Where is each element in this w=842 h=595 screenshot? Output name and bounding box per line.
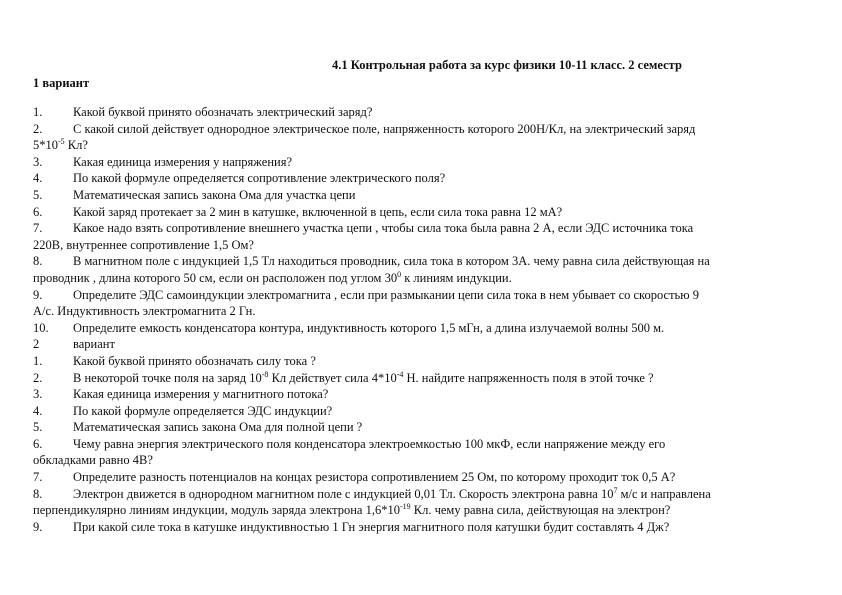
question-text: Определите разность потенциалов на концах резистора сопротивлением 25 Ом, по которому проходит ток 0,5 А? (73, 470, 676, 485)
question-text: Кл действует сила 4*10 (268, 370, 397, 385)
question-number: 8. (33, 486, 43, 501)
question-item (33, 220, 815, 237)
question-number: 7. (33, 470, 43, 485)
question-text: В магнитном поле с индукцией 1,5 Тл находиться проводник, сила тока в котором 3А. чему равна сила действующая на (73, 254, 710, 269)
question-number: 4. (33, 403, 43, 418)
question-text: Н. найдите напряженность поля в этой точке ? (403, 370, 654, 385)
superscript: 0 (397, 269, 402, 279)
question-item (33, 187, 815, 204)
question-text: Какая единица измерения у магнитного потока? (73, 387, 329, 402)
question-number: 1. (33, 105, 43, 119)
question-text: Какой буквой принято обозначать силу тока ? (73, 353, 316, 368)
question-item (33, 320, 815, 337)
question-text: м/с и направлена (617, 486, 711, 501)
superscript: -19 (399, 502, 411, 512)
question-text: Чему равна энергия электрического поля конденсатора электроемкостью 100 мкФ, если напряжение между его (73, 436, 666, 451)
question-item (33, 204, 815, 221)
superscript: -8 (261, 369, 269, 379)
question-text: По какой формуле определяется ЭДС индукции? (73, 403, 333, 418)
question-text: Электрон движется в однородном магнитном поле с индукцией 0,01 Тл. Скорость электрона равна 10 (73, 486, 614, 501)
variant-2-label: вариант (73, 337, 115, 352)
question-number: 5. (33, 420, 43, 435)
question-item (33, 403, 815, 420)
question-item (33, 370, 815, 387)
question-number: 9. (33, 287, 43, 302)
question-number: 1. (33, 353, 43, 368)
question-item (33, 436, 815, 453)
question-number: 7. (33, 221, 43, 236)
page-title: 4.1 Контрольная работа за курс физики 10-11 класс. 2 семестр (332, 58, 682, 72)
superscript: -4 (396, 369, 404, 379)
question-number: 8. (33, 254, 43, 269)
question-text-group (73, 370, 815, 387)
question-item (33, 154, 815, 171)
question-item (33, 519, 815, 536)
question-text: проводник , длина которого 50 см, если он расположен под углом 30 (33, 270, 398, 285)
question-item (33, 170, 815, 187)
question-number: 2. (33, 121, 43, 136)
question-number: 5. (33, 187, 43, 202)
question-text: Математическая запись закона Ома для полной цепи ? (73, 420, 363, 435)
variant-2-number: 2 (33, 337, 40, 352)
variant-1-heading: 1 вариант (33, 76, 90, 90)
question-continuation: А/с. Индуктивность электромагнита 2 Гн. (33, 304, 256, 319)
question-item (33, 469, 815, 486)
question-list (33, 104, 815, 535)
question-continuation: 220В, внутреннее сопротивление 1,5 Ом? (33, 237, 254, 252)
question-text: Определите емкость конденсатора контура, индуктивность которого 1,5 мГн, а длина излучаемой волны 500 м. (73, 320, 665, 335)
question-number: 10. (33, 320, 49, 335)
question-item (33, 353, 815, 370)
variant-2-heading (33, 336, 815, 353)
question-continuation (33, 270, 815, 287)
question-item (33, 486, 815, 503)
question-item (33, 287, 815, 304)
question-continuation: обкладками равно 4В? (33, 453, 153, 468)
question-item (33, 253, 815, 270)
question-text: Определите ЭДС самоиндукции электромагнита , если при размыкании цепи сила тока в нем убывает со скоростью 9 (73, 287, 699, 302)
question-text: Какая единица измерения у напряжения? (73, 154, 292, 169)
question-text: С какой силой действует однородное электрическое поле, напряженность которого 200Н/Кл, на электрический заряд (73, 121, 696, 136)
question-item (33, 419, 815, 436)
question-number: 9. (33, 519, 43, 534)
question-text: перпендикулярно линиям индукции, модуль заряда электрона 1,6*10 (33, 503, 400, 518)
superscript: -5 (58, 137, 65, 147)
question-text: к линиям индукции. (401, 270, 512, 285)
question-text: Кл. чему равна сила, действующая на электрон? (410, 503, 671, 518)
question-number: 4. (33, 171, 43, 186)
question-number: 2. (33, 370, 43, 385)
question-continuation (33, 502, 815, 519)
question-text: Математическая запись закона Ома для участка цепи (73, 187, 356, 202)
question-text: Кл? (64, 138, 88, 153)
question-text: По какой формуле определяется сопротивление электрического поля? (73, 171, 446, 186)
question-item (33, 386, 815, 403)
question-number: 3. (33, 387, 43, 402)
superscript: 7 (613, 485, 618, 495)
question-item (33, 121, 815, 138)
question-number: 6. (33, 436, 43, 451)
question-text: В некоторой точке поля на заряд 10 (73, 370, 262, 385)
question-number: 3. (33, 154, 43, 169)
question-text-group (73, 486, 815, 503)
question-continuation (33, 137, 815, 154)
question-text: 5*10 (33, 138, 58, 153)
question-text: Какой буквой принято обозначать электрический заряд? (73, 105, 373, 119)
question-text: Какое надо взять сопротивление внешнего участка цепи , чтобы сила тока была равна 2 А, если ЭДС источника тока (73, 221, 694, 236)
question-text: При какой силе тока в катушке индуктивностью 1 Гн энергия магнитного поля катушки будит составлять 4 Дж? (73, 519, 670, 534)
question-item (33, 104, 815, 121)
question-text: Какой заряд протекает за 2 мин в катушке, включенной в цепь, если сила тока равна 12 мА? (73, 204, 563, 219)
question-number: 6. (33, 204, 43, 219)
